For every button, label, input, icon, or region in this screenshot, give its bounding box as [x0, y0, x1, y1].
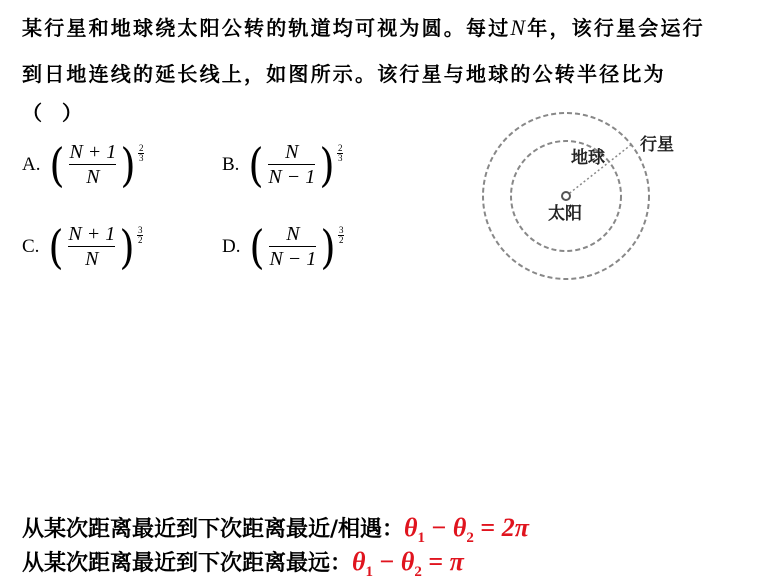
earth-label: 地球 [571, 148, 605, 168]
question-line-1: 某行星和地球绕太阳公转的轨道均可视为圆。每过N年，该行星会运行 [22, 15, 705, 40]
summary-line-2: 从某次距离最近到下次距离最远：$\theta_1 - \theta_2 = \pi$ [22, 547, 464, 581]
option-c[interactable]: C. ( $\frac{N + 1}{N}$ ) 3 2 [22, 219, 143, 274]
planet-label: 行星 [640, 135, 674, 155]
sun-icon [562, 192, 570, 200]
equation-1: $\theta_1 - \theta_2 = 2\pi$ [404, 513, 529, 547]
fraction: $\frac{N + 1}{N}$ [69, 141, 117, 189]
sun-label: 太阳 [548, 204, 582, 224]
option-b[interactable]: B. ( $\frac{N}{N - 1}$ ) 2 3 [222, 137, 343, 192]
fraction: $\frac{N + 1}{N}$ [68, 223, 116, 271]
question-line-2: 到日地连线的延长线上，如图所示。该行星与地球的公转半径比为 [22, 62, 666, 86]
exponent: 3 2 [137, 225, 143, 245]
exponent: 2 3 [138, 143, 144, 163]
fraction: $\frac{N}{N - 1}$ [268, 141, 316, 189]
exponent: 2 3 [337, 143, 343, 163]
exponent: 3 2 [338, 225, 344, 245]
option-d[interactable]: D. ( $\frac{N}{N - 1}$ ) 3 2 [222, 219, 344, 274]
fraction: $\frac{N}{N - 1}$ [269, 223, 317, 271]
equation-2: $\theta_1 - \theta_2 = \pi$ [352, 547, 464, 581]
option-a[interactable]: A. ( $\frac{N + 1}{N}$ ) 2 3 [22, 137, 144, 192]
answer-blank: （ ） [22, 101, 82, 125]
summary-line-1: 从某次距离最近到下次距离最近/相遇：$\theta_1 - \theta_2 = 2\pi$ [22, 513, 529, 547]
orbit-diagram [470, 104, 674, 279]
